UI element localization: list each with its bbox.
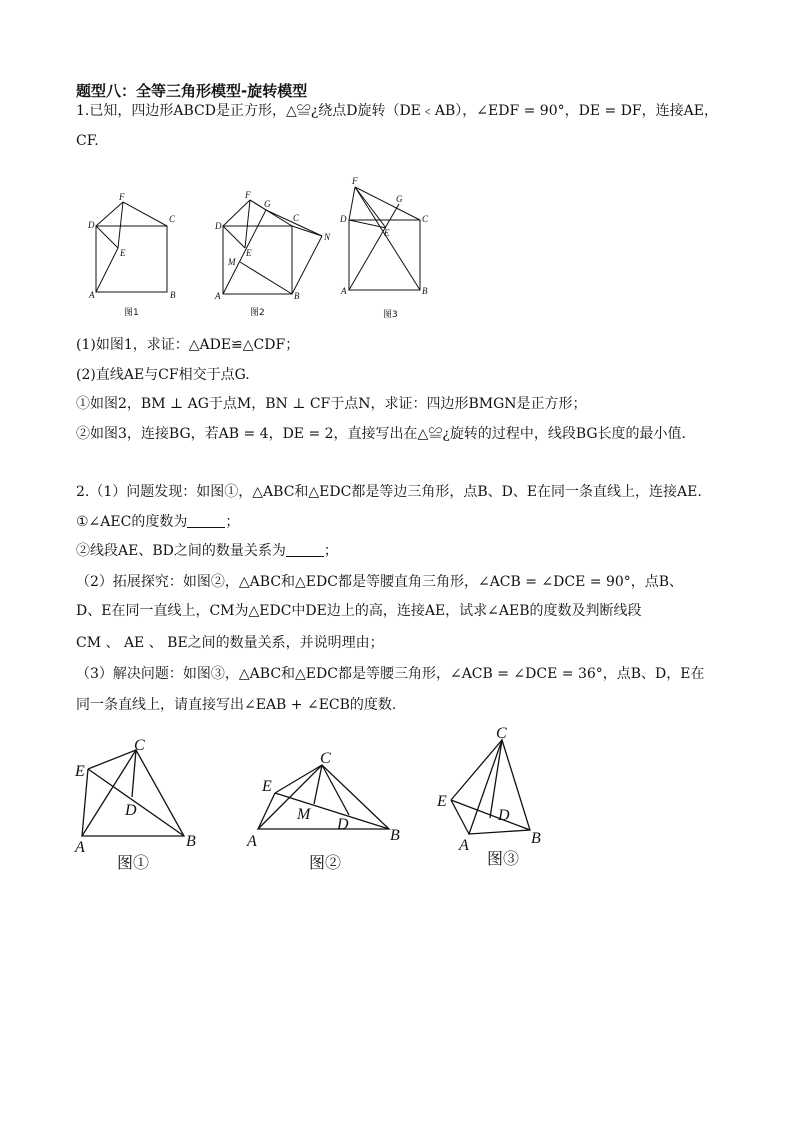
p2-fig1-label-A: A [75, 839, 85, 856]
p2-fig3-label-C: C [496, 725, 507, 742]
problem2-part2-line1: （2）拓展探究：如图②，△ABC和△EDC都是等腰直角三角形，∠ACB = ∠DCE = 90°，点B、 [76, 574, 684, 590]
p1-fig2-label-C: C [293, 213, 300, 223]
problem2-q2 [76, 541, 338, 561]
p2-fig2-label-E: E [262, 778, 272, 795]
section-title: 题型八：全等三角形模型-旋转模型 [76, 82, 308, 100]
p2-fig3-lines [451, 740, 530, 834]
p2-fig3-caption: 图③ [487, 849, 520, 868]
p2-fig2-label-C: C [320, 750, 331, 767]
problem2-stem: 2.（1）问题发现：如图①，△ABC和△EDC都是等边三角形，点B、D、E在同一条直线上，连接AE. [76, 484, 702, 500]
problem2-part3-line2: 同一条直线上，请直接写出∠EAB + ∠ECB的度数. [76, 697, 397, 713]
p2-fig3-label-E: E [437, 793, 447, 810]
p1-fig1-caption: 图1 [124, 308, 139, 318]
problem2-q2-suffix: ； [323, 543, 338, 559]
answer-blank-1 [187, 513, 225, 528]
p1-fig1-label-D: D [88, 220, 95, 230]
p2-fig3-label-A: A [459, 837, 469, 854]
problem1-q2: (2)直线AE与CF相交于点G. [76, 367, 250, 383]
answer-blank-2 [286, 542, 324, 557]
p1-fig1-lines [96, 202, 167, 292]
p2-fig2-label-A: A [247, 833, 257, 850]
p1-fig2-label-A: A [215, 291, 221, 301]
p2-fig1-label-D: D [125, 802, 137, 819]
p1-fig2-label-G: G [264, 199, 271, 209]
p1-fig1-label-B: B [170, 290, 176, 300]
p1-fig2-label-E: E [246, 248, 252, 258]
p1-fig2-caption: 图2 [250, 308, 265, 318]
p1-fig1-label-C: C [169, 214, 176, 224]
p1-fig2-lines [223, 200, 322, 294]
problem2-part2-line2: D、E在同一直线上，CM为△EDC中DE边上的高，连接AE，试求∠AEB的度数及判断线段 [76, 603, 642, 619]
problem1-q2b: ②如图3，连接BG，若AB = 4，DE = 2，直接写出在△≌¿旋转的过程中，线段BG长度的最小值. [76, 426, 687, 442]
p1-fig3-lines [349, 187, 420, 290]
problem2-q2-text: ②线段AE、BD之间的数量关系为 [76, 543, 286, 559]
problem2-q1 [76, 512, 239, 532]
p1-fig3-label-A: A [341, 286, 347, 296]
p1-fig2-label-F: F [245, 190, 251, 200]
p1-fig2-label-N: N [324, 232, 331, 242]
p2-fig2-caption: 图② [309, 853, 342, 872]
p2-fig3-label-D: D [498, 807, 510, 824]
p2-fig1-caption: 图① [117, 853, 150, 872]
p2-fig2-label-B: B [390, 827, 400, 844]
p2-fig1-label-C: C [134, 737, 145, 754]
p1-fig3-label-D: D [340, 214, 347, 224]
p2-fig1-lines [82, 750, 184, 836]
p1-fig1-label-A: A [89, 290, 95, 300]
p1-fig1-label-F: F [119, 192, 125, 202]
problem1-q2a: ①如图2，BM ⊥ AG于点M，BN ⊥ CF于点N，求证：四边形BMGN是正方形； [76, 396, 587, 412]
p1-fig3-label-F: F [352, 176, 358, 186]
p1-fig3-label-E: E [384, 228, 390, 238]
p2-fig1-label-B: B [186, 833, 196, 850]
problem2-part2-line3: CM 、 AE 、 BE之间的数量关系，并说明理由； [76, 635, 384, 651]
p1-fig2-label-D: D [215, 221, 222, 231]
p1-fig3-label-B: B [422, 286, 428, 296]
p2-fig3-label-B: B [531, 830, 541, 847]
problem2-q1-text: ①∠AEC的度数为 [76, 514, 188, 530]
problem2-part3-line1: （3）解决问题：如图③，△ABC和△EDC都是等腰三角形，∠ACB = ∠DCE = 36°，点B、D，E在 [76, 666, 705, 682]
problem1-stem-line1: 1.已知，四边形ABCD是正方形，△≌¿绕点D旋转（DE﹤AB），∠EDF = 90°，DE = DF，连接AE， [76, 103, 718, 119]
problem2-q1-suffix: ； [225, 514, 240, 530]
p1-fig3-label-G: G [396, 194, 403, 204]
p1-fig2-label-M: M [228, 257, 236, 267]
p2-fig2-label-D: D [337, 816, 349, 833]
p1-fig1-label-E: E [120, 248, 126, 258]
problem1-stem-line2: CF. [76, 133, 99, 149]
p1-fig3-caption: 图3 [383, 310, 398, 320]
problem1-q1: (1)如图1，求证：△ADE≌△CDF； [76, 337, 300, 353]
p2-fig2-label-M: M [297, 806, 311, 823]
p1-fig3-label-C: C [422, 214, 429, 224]
p2-fig2-lines [258, 765, 389, 829]
p2-fig1-label-E: E [75, 763, 85, 780]
p1-fig2-label-B: B [294, 291, 300, 301]
